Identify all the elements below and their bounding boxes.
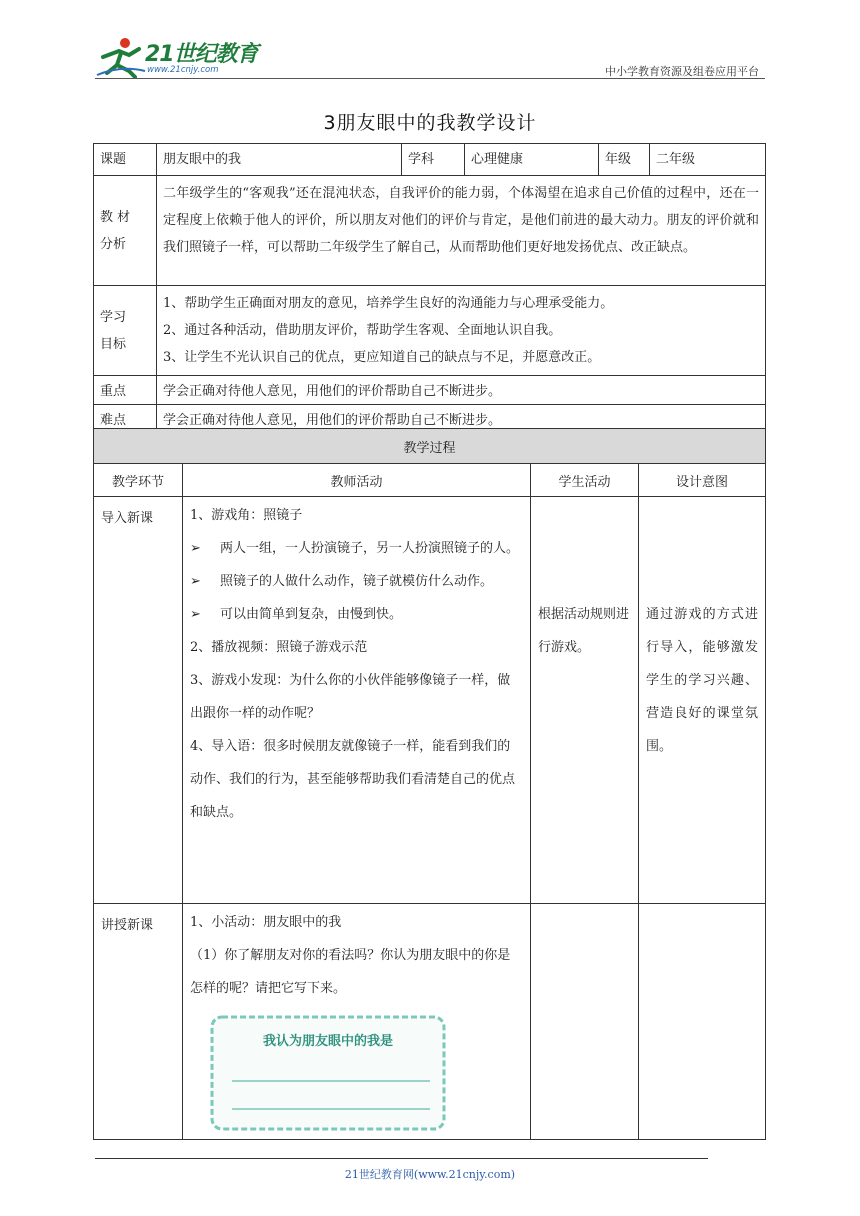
activity-line: 1、小活动：朋友眼中的我 bbox=[190, 915, 342, 930]
logo-url: www.21cnjy.com bbox=[147, 65, 219, 75]
arrow-bullet-icon: ➢ bbox=[190, 607, 201, 622]
logo bbox=[95, 35, 265, 79]
goal-item: 2、通过各种活动，借助朋友评价，帮助学生客观、全面地认识自我。 bbox=[163, 323, 562, 338]
activity-line: 1、游戏角：照镜子 bbox=[190, 508, 303, 523]
process-table bbox=[93, 428, 766, 1140]
teacher-activity-intro bbox=[183, 497, 531, 904]
worksheet-card-illustration bbox=[208, 1013, 448, 1133]
course-label: 课题 bbox=[94, 144, 157, 176]
column-header: 学生活动 bbox=[531, 464, 639, 497]
analysis-label-line2: 分析 bbox=[100, 236, 127, 252]
activity-line: 2、播放视频：照镜子游戏示范 bbox=[190, 640, 368, 655]
analysis-label bbox=[94, 176, 157, 286]
student-activity-lecture bbox=[531, 904, 639, 1140]
design-intent-intro bbox=[639, 497, 766, 904]
stage-lecture bbox=[94, 904, 183, 1140]
header-divider bbox=[95, 78, 765, 79]
goals-label-line1: 学习 bbox=[100, 309, 127, 325]
column-header: 教师活动 bbox=[183, 464, 531, 497]
grade-label: 年级 bbox=[599, 144, 650, 176]
stage-lecture-label: 讲授新课 bbox=[101, 918, 154, 933]
difficulty-text: 学会正确对待他人意见，用他们的评价帮助自己不断进步。 bbox=[157, 405, 766, 434]
process-title: 教学过程 bbox=[94, 429, 766, 464]
teacher-activity-lecture bbox=[183, 904, 531, 1140]
bullet-text: 照镜子的人做什么动作，镜子就模仿什么动作。 bbox=[220, 574, 494, 589]
goals-list bbox=[157, 286, 766, 376]
bullet-text: 可以由简单到复杂，由慢到快。 bbox=[220, 607, 403, 622]
stage-intro-label: 导入新课 bbox=[101, 511, 154, 526]
runner-logo-icon bbox=[95, 35, 147, 79]
worksheet-card-text: 我认为朋友眼中的我是 bbox=[262, 1034, 394, 1049]
goal-item: 3、让学生不光认识自己的优点，更应知道自己的缺点与不足，并愿意改正。 bbox=[163, 350, 601, 365]
activity-line: 4、导入语：很多时候朋友就像镜子一样，能看到我们的动作、我们的行为，甚至能够帮助我们看清楚自己的优点和缺点。 bbox=[190, 739, 516, 820]
page-header bbox=[95, 35, 765, 79]
footer-text: 21世纪教育网(www.21cnjy.com) bbox=[344, 1168, 516, 1181]
student-activity-intro bbox=[531, 497, 639, 904]
info-table bbox=[93, 143, 766, 434]
student-activity-text: 根据活动规则进行游戏。 bbox=[538, 607, 630, 655]
column-header: 设计意图 bbox=[639, 464, 766, 497]
bullet-item bbox=[190, 565, 523, 598]
goals-label-line2: 目标 bbox=[100, 336, 127, 352]
stage-intro bbox=[94, 497, 183, 904]
activity-line: 3、游戏小发现：为什么你的小伙伴能够像镜子一样，做出跟你一样的动作呢？ bbox=[190, 673, 511, 721]
subject-label: 学科 bbox=[402, 144, 465, 176]
difficulty-label: 难点 bbox=[94, 405, 157, 434]
footer-divider bbox=[95, 1158, 708, 1159]
key-text: 学会正确对待他人意见，用他们的评价帮助自己不断进步。 bbox=[157, 376, 766, 405]
arrow-bullet-icon: ➢ bbox=[190, 541, 201, 556]
logo-text: 21世纪教育 bbox=[145, 42, 258, 67]
platform-name: 中小学教育资源及组卷应用平台 bbox=[605, 65, 759, 78]
goal-item: 1、帮助学生正确面对朋友的意见，培养学生良好的沟通能力与心理承受能力。 bbox=[163, 296, 614, 311]
analysis-label-line1: 教 材 bbox=[100, 209, 131, 225]
document-title: 3朋友眼中的我教学设计 bbox=[323, 112, 537, 134]
design-intent-text: 通过游戏的方式进行导入，能够激发学生的学习兴趣、营造良好的课堂氛围。 bbox=[646, 607, 758, 754]
subject-value: 心理健康 bbox=[465, 144, 599, 176]
grade-value: 二年级 bbox=[650, 144, 766, 176]
bullet-text: 两人一组，一人扮演镜子，另一人扮演照镜子的人。 bbox=[220, 541, 520, 556]
activity-line: （1）你了解朋友对你的看法吗？你认为朋友眼中的你是怎样的呢？请把它写下来。 bbox=[190, 948, 511, 996]
key-label: 重点 bbox=[94, 376, 157, 405]
goals-label bbox=[94, 286, 157, 376]
bullet-item bbox=[190, 532, 523, 565]
bullet-item bbox=[190, 598, 523, 631]
design-intent-lecture bbox=[639, 904, 766, 1140]
column-header: 教学环节 bbox=[94, 464, 183, 497]
analysis-text: 二年级学生的“客观我”还在混沌状态，自我评价的能力弱，个体渴望在追求自己价值的过程中，还在一定程度上依赖于他人的评价，所以朋友对他们的评价与肯定，是他们前进的最大动力。朋友的评价就和我们照镜子一样，可以帮助二年级学生了解自己，从而帮助他们更好地发扬优点、改正缺点。 bbox=[157, 176, 766, 286]
course-value: 朋友眼中的我 bbox=[157, 144, 402, 176]
arrow-bullet-icon: ➢ bbox=[190, 574, 201, 589]
